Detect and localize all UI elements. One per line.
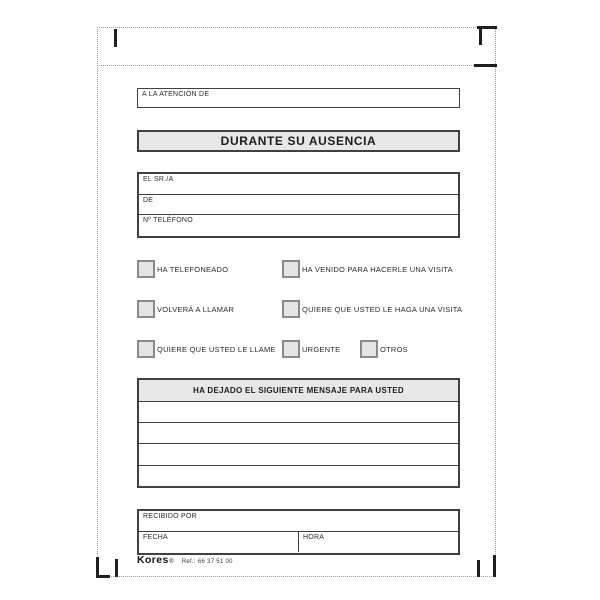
- checkbox-label-urgente: URGENTE: [302, 344, 341, 354]
- checkbox-ha-venido-visita[interactable]: [282, 260, 300, 278]
- checkbox-label-ha-telefoneado: HA TELEFONEADO: [157, 264, 229, 274]
- footer: [137, 554, 233, 566]
- checkbox-ha-telefoneado[interactable]: [137, 260, 155, 278]
- checkbox-group-volvera-a-llamar: [137, 300, 234, 318]
- perforation-line-header: [97, 65, 496, 66]
- date-label: FECHA: [143, 534, 168, 541]
- message-line-4[interactable]: [139, 465, 458, 486]
- checkbox-group-otros: [360, 340, 408, 358]
- received-section: [137, 509, 460, 555]
- checkbox-group-ha-telefoneado: [137, 260, 228, 278]
- checkbox-quiere-le-llame[interactable]: [137, 340, 155, 358]
- message-header-text: HA DEJADO EL SIGUIENTE MENSAJE PARA USTED: [193, 386, 404, 395]
- registration-mark-bottom-right-tick: [477, 560, 480, 577]
- checkbox-volvera-a-llamar[interactable]: [137, 300, 155, 318]
- registration-mark-bottom-left-h: [96, 575, 110, 578]
- form-title-bar: [137, 130, 460, 152]
- checkbox-label-quiere-haga-visita: QUIERE QUE USTED LE HAGA UNA VISITA: [302, 304, 463, 314]
- received-by-field[interactable]: [139, 511, 458, 531]
- date-field[interactable]: [139, 532, 299, 552]
- registered-trademark-icon: ®: [169, 559, 174, 565]
- message-section-header: [139, 380, 458, 401]
- checkbox-label-volvera-a-llamar: VOLVERÁ A LLAMAR: [157, 304, 235, 314]
- form-title: DURANTE SU AUSENCIA: [220, 134, 377, 148]
- perforation-line-right: [495, 27, 496, 576]
- brand-logo: Kores: [137, 554, 169, 566]
- received-by-label: RECIBIDO POR: [143, 513, 197, 520]
- time-field[interactable]: [299, 532, 458, 552]
- checkbox-group-quiere-haga-visita: [282, 300, 462, 318]
- perforation-line-bottom: [97, 576, 496, 577]
- caller-company-label: DE: [143, 197, 154, 204]
- attention-label: A LA ATENCIÓN DE: [142, 91, 210, 98]
- registration-mark-top-left: [114, 29, 117, 47]
- checkbox-quiere-haga-visita[interactable]: [282, 300, 300, 318]
- checkbox-group-urgente: [282, 340, 340, 358]
- caller-name-label: EL SR./A: [143, 176, 174, 183]
- caller-name-field[interactable]: [139, 174, 458, 194]
- registration-mark-top-right-v: [479, 26, 482, 45]
- checkbox-group-quiere-le-llame: [137, 340, 276, 358]
- perforation-line-top: [97, 27, 496, 28]
- attention-field[interactable]: [137, 88, 460, 108]
- checkbox-urgente[interactable]: [282, 340, 300, 358]
- caller-company-field[interactable]: [139, 194, 458, 214]
- message-line-3[interactable]: [139, 443, 458, 464]
- message-line-2[interactable]: [139, 422, 458, 443]
- time-label: HORA: [303, 534, 325, 541]
- message-section: [137, 378, 460, 488]
- registration-mark-bottom-left-tick: [115, 559, 118, 577]
- checkbox-group-ha-venido-visita: [282, 260, 453, 278]
- registration-mark-bottom-right-v: [493, 555, 496, 577]
- date-time-row: [139, 531, 458, 552]
- registration-mark-bottom-left-v: [96, 557, 99, 577]
- checkbox-otros[interactable]: [360, 340, 378, 358]
- caller-phone-field[interactable]: [139, 214, 458, 234]
- caller-phone-label: Nº TELÉFONO: [143, 217, 193, 224]
- message-line-1[interactable]: [139, 401, 458, 422]
- checkbox-label-quiere-le-llame: QUIERE QUE USTED LE LLAME: [157, 344, 276, 354]
- ref-number: Ref.: 66 37 51 00: [181, 559, 233, 565]
- perforation-line-left: [97, 27, 98, 576]
- checkbox-label-ha-venido-visita: HA VENIDO PARA HACERLE UNA VISITA: [302, 264, 453, 274]
- checkbox-label-otros: OTROS: [380, 344, 408, 354]
- caller-info-box: [137, 172, 460, 238]
- registration-mark-header-right: [474, 64, 497, 67]
